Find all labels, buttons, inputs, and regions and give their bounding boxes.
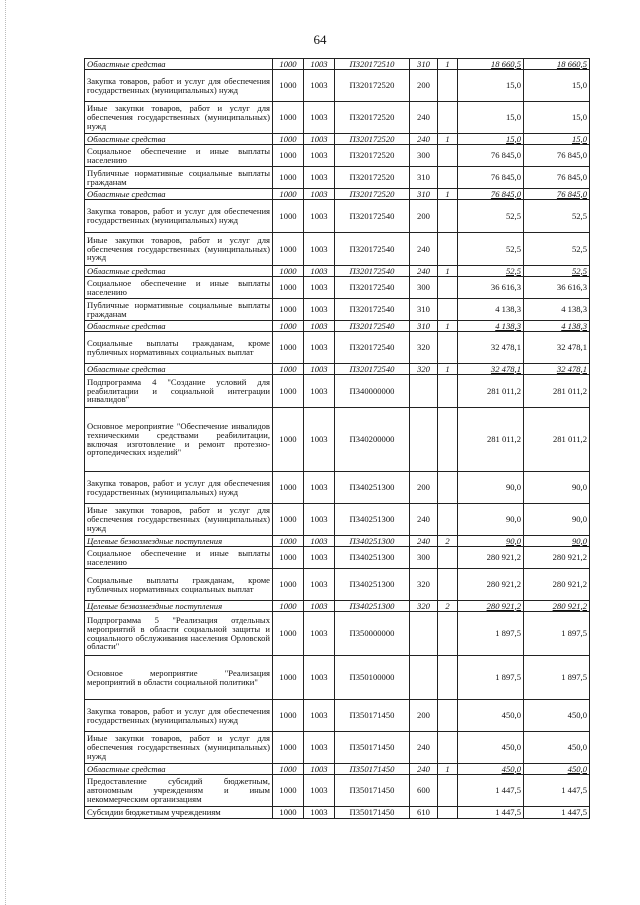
row-name: Областные средства: [85, 364, 273, 375]
target-article-code: П320172540: [335, 321, 410, 332]
table-row-subtotal: [85, 189, 590, 200]
amount-2: 90,0: [524, 472, 590, 504]
amount-2: 280 921,2: [524, 601, 590, 612]
section-code: 1000: [273, 700, 304, 732]
row-name: Областные средства: [85, 189, 273, 200]
target-article-code: П340251300: [335, 601, 410, 612]
expense-type-code: 240: [410, 504, 438, 536]
table-row-subtotal: [85, 59, 590, 70]
target-article-code: П320172520: [335, 167, 410, 189]
funding-source-code: [438, 233, 458, 266]
amount-1: 90,0: [458, 504, 524, 536]
subsection-code: 1003: [304, 408, 335, 472]
amount-1: 52,5: [458, 266, 524, 277]
target-article-code: П350000000: [335, 612, 410, 656]
table-row: [85, 233, 590, 266]
amount-1: 52,5: [458, 200, 524, 233]
section-code: 1000: [273, 189, 304, 200]
row-name: Областные средства: [85, 764, 273, 775]
subsection-code: 1003: [304, 732, 335, 764]
table-row: [85, 145, 590, 167]
row-name: Социальные выплаты гражданам, кроме публичных нормативных социальных выплат: [85, 569, 273, 601]
section-code: 1000: [273, 167, 304, 189]
expense-type-code: 320: [410, 332, 438, 364]
subsection-code: 1003: [304, 233, 335, 266]
funding-source-code: [438, 408, 458, 472]
row-name: Областные средства: [85, 321, 273, 332]
section-code: 1000: [273, 375, 304, 408]
target-article-code: П320172520: [335, 134, 410, 145]
table-row-subtotal: [85, 266, 590, 277]
expense-type-code: 200: [410, 70, 438, 102]
amount-1: 280 921,2: [458, 547, 524, 569]
expense-type-code: 240: [410, 102, 438, 134]
expense-type-code: 240: [410, 266, 438, 277]
amount-2: 450,0: [524, 732, 590, 764]
funding-source-code: [438, 775, 458, 807]
subsection-code: 1003: [304, 612, 335, 656]
expense-type-code: 300: [410, 277, 438, 299]
row-name: Подпрограмма 4 "Создание условий для реабилитации и социальной интеграции инвалидов": [85, 375, 273, 408]
table-row-subtotal: [85, 364, 590, 375]
amount-2: 32 478,1: [524, 332, 590, 364]
amount-1: 281 011,2: [458, 408, 524, 472]
section-code: 1000: [273, 266, 304, 277]
table-row: [85, 775, 590, 807]
expense-type-code: 310: [410, 321, 438, 332]
funding-source-code: [438, 504, 458, 536]
table-row: [85, 299, 590, 321]
funding-source-code: 1: [438, 266, 458, 277]
subsection-code: 1003: [304, 700, 335, 732]
amount-1: 1 447,5: [458, 807, 524, 819]
target-article-code: П320172520: [335, 70, 410, 102]
expense-type-code: 240: [410, 732, 438, 764]
section-code: 1000: [273, 200, 304, 233]
subsection-code: 1003: [304, 807, 335, 819]
table-row-subtotal: [85, 536, 590, 547]
amount-2: 52,5: [524, 266, 590, 277]
amount-1: 450,0: [458, 700, 524, 732]
expense-type-code: 310: [410, 299, 438, 321]
row-name: Социальное обеспечение и иные выплаты населению: [85, 145, 273, 167]
expense-type-code: 200: [410, 200, 438, 233]
section-code: 1000: [273, 277, 304, 299]
row-name: Социальное обеспечение и иные выплаты населению: [85, 547, 273, 569]
expense-type-code: 300: [410, 145, 438, 167]
target-article-code: П350100000: [335, 656, 410, 700]
funding-source-code: [438, 102, 458, 134]
subsection-code: 1003: [304, 299, 335, 321]
amount-1: 76 845,0: [458, 189, 524, 200]
expense-type-code: 240: [410, 134, 438, 145]
section-code: 1000: [273, 536, 304, 547]
amount-1: 15,0: [458, 70, 524, 102]
expense-type-code: [410, 408, 438, 472]
expense-type-code: 300: [410, 547, 438, 569]
section-code: 1000: [273, 732, 304, 764]
amount-2: 76 845,0: [524, 167, 590, 189]
amount-1: 450,0: [458, 764, 524, 775]
amount-1: 1 897,5: [458, 656, 524, 700]
section-code: 1000: [273, 70, 304, 102]
row-name: Подпрограмма 5 "Реализация отдельных мероприятий в области социальной защиты и социального обслуживания населения Орловской области": [85, 612, 273, 656]
table-row: [85, 504, 590, 536]
table-row: [85, 807, 590, 819]
section-code: 1000: [273, 612, 304, 656]
row-name: Закупка товаров, работ и услуг для обеспечения государственных (муниципальных) нужд: [85, 200, 273, 233]
subsection-code: 1003: [304, 59, 335, 70]
target-article-code: П340251300: [335, 547, 410, 569]
target-article-code: П350171450: [335, 775, 410, 807]
table-row: [85, 732, 590, 764]
table-row: [85, 472, 590, 504]
funding-source-code: 1: [438, 364, 458, 375]
row-name: Социальные выплаты гражданам, кроме публичных нормативных социальных выплат: [85, 332, 273, 364]
expense-type-code: 240: [410, 764, 438, 775]
table-row-subtotal: [85, 321, 590, 332]
table-row: [85, 547, 590, 569]
amount-2: 90,0: [524, 504, 590, 536]
funding-source-code: [438, 277, 458, 299]
section-code: 1000: [273, 321, 304, 332]
subsection-code: 1003: [304, 189, 335, 200]
funding-source-code: [438, 472, 458, 504]
expense-type-code: 200: [410, 472, 438, 504]
funding-source-code: [438, 200, 458, 233]
subsection-code: 1003: [304, 764, 335, 775]
subsection-code: 1003: [304, 332, 335, 364]
table-row: [85, 332, 590, 364]
amount-2: 52,5: [524, 200, 590, 233]
amount-1: 4 138,3: [458, 299, 524, 321]
funding-source-code: [438, 732, 458, 764]
target-article-code: П340251300: [335, 569, 410, 601]
amount-2: 15,0: [524, 70, 590, 102]
target-article-code: П350171450: [335, 732, 410, 764]
amount-2: 90,0: [524, 536, 590, 547]
row-name: Иные закупки товаров, работ и услуг для обеспечения государственных (муниципальных) нужд: [85, 504, 273, 536]
section-code: 1000: [273, 102, 304, 134]
subsection-code: 1003: [304, 656, 335, 700]
subsection-code: 1003: [304, 70, 335, 102]
table-row: [85, 612, 590, 656]
amount-1: 1 447,5: [458, 775, 524, 807]
amount-1: 280 921,2: [458, 601, 524, 612]
table-row: [85, 102, 590, 134]
row-name: Областные средства: [85, 59, 273, 70]
funding-source-code: 2: [438, 536, 458, 547]
table-row-subtotal: [85, 134, 590, 145]
amount-1: 36 616,3: [458, 277, 524, 299]
expense-type-code: [410, 612, 438, 656]
subsection-code: 1003: [304, 375, 335, 408]
amount-2: 52,5: [524, 233, 590, 266]
amount-2: 18 660,5: [524, 59, 590, 70]
row-name: Закупка товаров, работ и услуг для обеспечения государственных (муниципальных) нужд: [85, 700, 273, 732]
target-article-code: П320172540: [335, 200, 410, 233]
subsection-code: 1003: [304, 601, 335, 612]
amount-1: 76 845,0: [458, 167, 524, 189]
budget-table: [84, 58, 590, 819]
funding-source-code: [438, 547, 458, 569]
row-name: Иные закупки товаров, работ и услуг для обеспечения государственных (муниципальных) нужд: [85, 233, 273, 266]
row-name: Основное мероприятие "Реализация мероприятий в области социальной политики": [85, 656, 273, 700]
section-code: 1000: [273, 807, 304, 819]
row-name: Целевые безвозмездные поступления: [85, 536, 273, 547]
section-code: 1000: [273, 656, 304, 700]
funding-source-code: [438, 70, 458, 102]
section-code: 1000: [273, 364, 304, 375]
expense-type-code: 310: [410, 59, 438, 70]
target-article-code: П320172520: [335, 102, 410, 134]
funding-source-code: [438, 807, 458, 819]
row-name: Закупка товаров, работ и услуг для обеспечения государственных (муниципальных) нужд: [85, 70, 273, 102]
amount-2: 281 011,2: [524, 408, 590, 472]
amount-1: 15,0: [458, 134, 524, 145]
funding-source-code: [438, 569, 458, 601]
row-name: Публичные нормативные социальные выплаты гражданам: [85, 167, 273, 189]
subsection-code: 1003: [304, 504, 335, 536]
target-article-code: П340251300: [335, 472, 410, 504]
amount-2: 32 478,1: [524, 364, 590, 375]
row-name: Основное мероприятие "Обеспечение инвалидов техническими средствами реабилитации, включая изготовление и ремонт протезно-ортопедических изделий": [85, 408, 273, 472]
amount-1: 4 138,3: [458, 321, 524, 332]
subsection-code: 1003: [304, 364, 335, 375]
subsection-code: 1003: [304, 200, 335, 233]
subsection-code: 1003: [304, 167, 335, 189]
amount-2: 15,0: [524, 134, 590, 145]
section-code: 1000: [273, 299, 304, 321]
expense-type-code: 320: [410, 601, 438, 612]
row-name: Целевые безвозмездные поступления: [85, 601, 273, 612]
row-name: Иные закупки товаров, работ и услуг для обеспечения государственных (муниципальных) нужд: [85, 102, 273, 134]
table-row: [85, 375, 590, 408]
amount-2: 280 921,2: [524, 547, 590, 569]
section-code: 1000: [273, 472, 304, 504]
amount-2: 4 138,3: [524, 321, 590, 332]
row-name: Закупка товаров, работ и услуг для обеспечения государственных (муниципальных) нужд: [85, 472, 273, 504]
funding-source-code: 1: [438, 321, 458, 332]
funding-source-code: [438, 700, 458, 732]
target-article-code: П320172540: [335, 266, 410, 277]
expense-type-code: 200: [410, 700, 438, 732]
funding-source-code: [438, 299, 458, 321]
target-article-code: П340251300: [335, 504, 410, 536]
table-row: [85, 200, 590, 233]
row-name: Иные закупки товаров, работ и услуг для обеспечения государственных (муниципальных) нужд: [85, 732, 273, 764]
amount-1: 1 897,5: [458, 612, 524, 656]
target-article-code: П340000000: [335, 375, 410, 408]
row-name: Областные средства: [85, 134, 273, 145]
section-code: 1000: [273, 332, 304, 364]
table-row: [85, 656, 590, 700]
expense-type-code: 310: [410, 189, 438, 200]
amount-1: 90,0: [458, 472, 524, 504]
amount-2: 450,0: [524, 700, 590, 732]
table-row: [85, 277, 590, 299]
section-code: 1000: [273, 601, 304, 612]
amount-2: 76 845,0: [524, 189, 590, 200]
row-name: Публичные нормативные социальные выплаты гражданам: [85, 299, 273, 321]
subsection-code: 1003: [304, 472, 335, 504]
target-article-code: П320172540: [335, 233, 410, 266]
subsection-code: 1003: [304, 145, 335, 167]
amount-1: 32 478,1: [458, 364, 524, 375]
section-code: 1000: [273, 547, 304, 569]
amount-1: 15,0: [458, 102, 524, 134]
table-row: [85, 70, 590, 102]
expense-type-code: 610: [410, 807, 438, 819]
expense-type-code: 320: [410, 569, 438, 601]
amount-2: 1 897,5: [524, 612, 590, 656]
funding-source-code: 2: [438, 601, 458, 612]
subsection-code: 1003: [304, 277, 335, 299]
table-row: [85, 167, 590, 189]
target-article-code: П350171450: [335, 700, 410, 732]
subsection-code: 1003: [304, 321, 335, 332]
target-article-code: П320172510: [335, 59, 410, 70]
funding-source-code: [438, 656, 458, 700]
expense-type-code: 240: [410, 536, 438, 547]
section-code: 1000: [273, 233, 304, 266]
amount-2: 281 011,2: [524, 375, 590, 408]
amount-2: 15,0: [524, 102, 590, 134]
amount-1: 52,5: [458, 233, 524, 266]
target-article-code: П320172540: [335, 364, 410, 375]
section-code: 1000: [273, 408, 304, 472]
amount-2: 1 897,5: [524, 656, 590, 700]
expense-type-code: [410, 375, 438, 408]
amount-1: 450,0: [458, 732, 524, 764]
section-code: 1000: [273, 764, 304, 775]
table-row: [85, 408, 590, 472]
row-name: Социальное обеспечение и иные выплаты населению: [85, 277, 273, 299]
amount-1: 32 478,1: [458, 332, 524, 364]
target-article-code: П320172520: [335, 189, 410, 200]
budget-table-body: [85, 59, 590, 819]
subsection-code: 1003: [304, 569, 335, 601]
funding-source-code: [438, 332, 458, 364]
section-code: 1000: [273, 134, 304, 145]
subsection-code: 1003: [304, 775, 335, 807]
funding-source-code: 1: [438, 764, 458, 775]
section-code: 1000: [273, 775, 304, 807]
table-row: [85, 700, 590, 732]
funding-source-code: [438, 145, 458, 167]
subsection-code: 1003: [304, 547, 335, 569]
row-name: Субсидии бюджетным учреждениям: [85, 807, 273, 819]
expense-type-code: 320: [410, 364, 438, 375]
amount-2: 450,0: [524, 764, 590, 775]
row-name: Областные средства: [85, 266, 273, 277]
funding-source-code: [438, 612, 458, 656]
expense-type-code: 310: [410, 167, 438, 189]
amount-1: 18 660,5: [458, 59, 524, 70]
amount-1: 281 011,2: [458, 375, 524, 408]
subsection-code: 1003: [304, 266, 335, 277]
amount-2: 76 845,0: [524, 145, 590, 167]
table-row: [85, 569, 590, 601]
amount-2: 280 921,2: [524, 569, 590, 601]
page-number: 64: [313, 32, 327, 47]
target-article-code: П320172520: [335, 145, 410, 167]
subsection-code: 1003: [304, 134, 335, 145]
table-row-subtotal: [85, 764, 590, 775]
row-name: Предоставление субсидий бюджетным, автономным учреждениям и иным некоммерческим организациям: [85, 775, 273, 807]
expense-type-code: 240: [410, 233, 438, 266]
binding-margin-line: [5, 0, 6, 905]
section-code: 1000: [273, 569, 304, 601]
subsection-code: 1003: [304, 536, 335, 547]
target-article-code: П320172540: [335, 277, 410, 299]
section-code: 1000: [273, 59, 304, 70]
amount-2: 36 616,3: [524, 277, 590, 299]
amount-2: 4 138,3: [524, 299, 590, 321]
funding-source-code: 1: [438, 59, 458, 70]
section-code: 1000: [273, 504, 304, 536]
funding-source-code: [438, 375, 458, 408]
expense-type-code: 600: [410, 775, 438, 807]
funding-source-code: [438, 167, 458, 189]
target-article-code: П340200000: [335, 408, 410, 472]
section-code: 1000: [273, 145, 304, 167]
subsection-code: 1003: [304, 102, 335, 134]
funding-source-code: 1: [438, 134, 458, 145]
amount-2: 1 447,5: [524, 775, 590, 807]
amount-2: 1 447,5: [524, 807, 590, 819]
funding-source-code: 1: [438, 189, 458, 200]
target-article-code: П350171450: [335, 807, 410, 819]
amount-1: 76 845,0: [458, 145, 524, 167]
table-row-subtotal: [85, 601, 590, 612]
target-article-code: П350171450: [335, 764, 410, 775]
target-article-code: П320172540: [335, 299, 410, 321]
target-article-code: П340251300: [335, 536, 410, 547]
target-article-code: П320172540: [335, 332, 410, 364]
amount-1: 90,0: [458, 536, 524, 547]
amount-1: 280 921,2: [458, 569, 524, 601]
expense-type-code: [410, 656, 438, 700]
